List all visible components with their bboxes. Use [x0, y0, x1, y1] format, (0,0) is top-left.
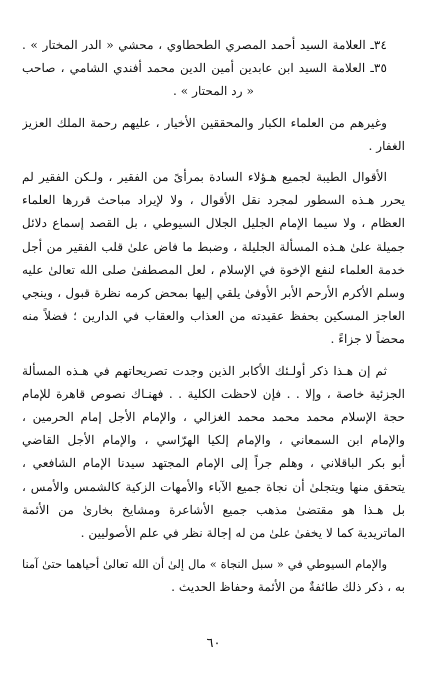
text-line: حجة الإسلام محمد محمد محمد الغزالي ، والإمام الأجل إمام الحرمين ، [22, 410, 405, 425]
text-line: بل هـذا هو مقتضىٰ مذهب جميع الأشاعرة ومشايخ بخارىٰ من الأئمة [22, 502, 405, 517]
text-line: الغفار . [368, 138, 405, 153]
text-line: الجزئية خاصة ، وإلا . . فإن لاحظت الكلية . . فهنـاك نصوص قاهرة للإمام [22, 386, 405, 401]
text-line: يحرر هـذه السطور لمجرد نقل الأقوال ، ولا لإيراد مباحث قررها العلماء [22, 193, 405, 208]
text-line: به ، ذكر ذلك طائفةٌ من الأئمة وحفاظ الحديث . [171, 580, 405, 595]
text-line: يتحقق منها ويتجلىٰ أن نجاة جميع الآباء والأمهات الزكية كالشمس والأمس ، [22, 479, 405, 494]
text-line: « رد المحتار » . [173, 84, 254, 99]
text-line: العاجز المسكين بحفظ عقيدته من العذاب والعقاب في الدارين ؛ فضلاً منه [22, 309, 405, 324]
text-line: ٣٥ـ العلامة السيد ابن عابدين أمين الدين محمد أفندي الشامي ، صاحب [22, 61, 387, 76]
text-line: والإمام ابن السمعاني ، والإمام إلكيا الهرّاسي ، والإمام الأجل القاضي [22, 433, 405, 448]
text-line: الماتريدية كما لا يخفىٰ علىٰ من له إجالة نظر في علم الأصوليين . [80, 526, 405, 541]
text-line: ثم إن هـذا ذكر أولـئك الأكابر الذين وجدت تصريحاتهم في هـذه المسألة [22, 363, 387, 378]
text-line: ٣٤ـ العلامة السيد أحمد المصري الطحطاوي ، محشي « الدر المختار » . [22, 38, 387, 52]
text-line: خدمة العلماء لنفع الإخوة في الإسلام ، لعل المصطفىٰ صلى الله تعالىٰ عليه [22, 262, 405, 277]
text-line: محضاً لا جزاءً . [330, 332, 405, 347]
page-number: ٦٠ [206, 636, 221, 651]
text-line: والإمام السيوطي في « سبل النجاة » مال إلىٰ أن الله تعالىٰ أحياهما حتىٰ آمنا [22, 557, 387, 572]
text-line: جميلة علىٰ هـذه المسألة الجليلة ، وضبط ما فاض علىٰ قلب الفقير من أجل [22, 239, 405, 254]
text-line: الأقوال الطيبة لجميع هـؤلاء السادة بمرأىً من الفقير ، ولـكن الفقير لم [22, 170, 387, 185]
text-line: أبو بكر الباقلاني ، وهلم جراً إلى الإمام المجتهد سيدنا الإمام الشافعي ، [22, 456, 405, 471]
text-line: العظام ، ولا سيما الإمام الجليل الجلال السيوطي ، بل القصد إسماع دلائل [22, 216, 405, 231]
text-line: وسلم الأكرم الأرحم الأبر الأوفىٰ يلقي إليها بمحض كرمه نظرة قبول ، وينجي [22, 286, 405, 301]
text-line: وغيرهم من العلماء الكبار والمحققين الأخيار ، عليهم رحمة الملك العزيز [22, 115, 387, 130]
